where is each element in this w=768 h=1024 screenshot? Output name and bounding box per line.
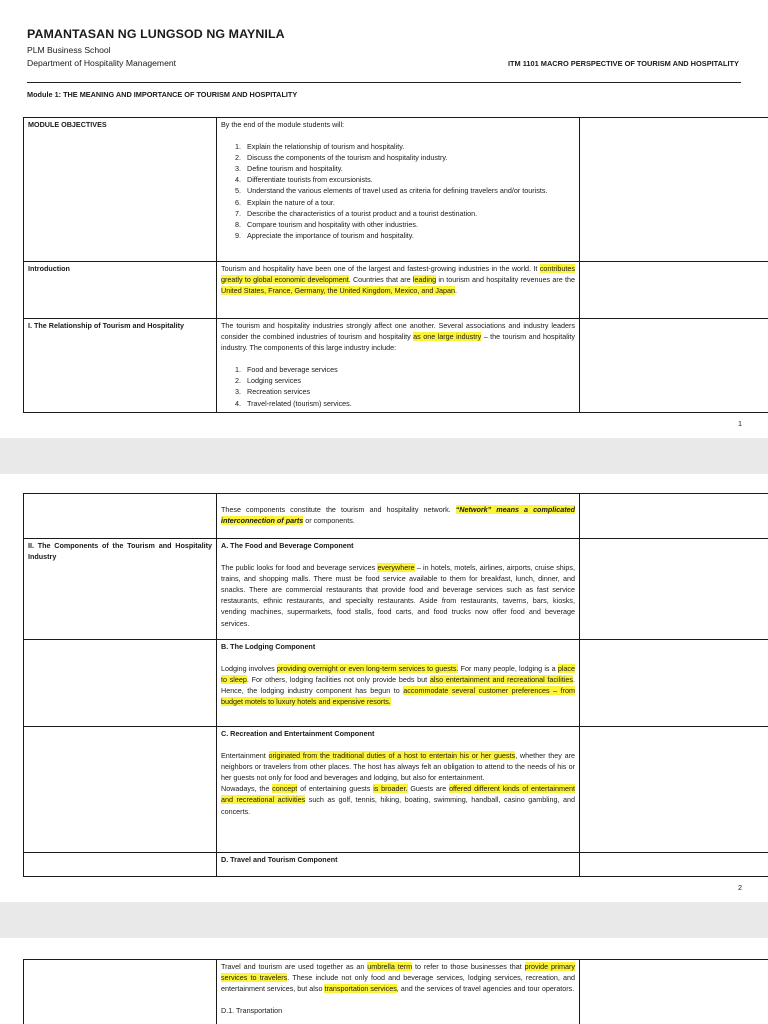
components-list — [221, 364, 575, 408]
empty-label-cell — [24, 853, 217, 877]
table-row — [24, 640, 768, 727]
empty-label-cell — [24, 960, 217, 1024]
components-label: II. The Components of the Tourism and Hospitality Industry — [24, 539, 217, 640]
document-page-2 — [0, 474, 768, 902]
department-name: Department of Hospitality Management — [27, 58, 177, 68]
table-row — [24, 853, 768, 877]
module-title: Module 1: THE MEANING AND IMPORTANCE OF TOURISM AND HOSPITALITY — [27, 90, 298, 99]
list-item: 5. Understand the various elements of travel used as criteria for defining travelers and/or tourists. — [235, 186, 548, 196]
lodging-section: B. The Lodging Component Lodging involves providing overnight or even long-term services to guests. For many people, lodging is a place to sleep. For others, lodging facilities not only provide beds but also entertainment and recreational facilities. Hence, the lodging industry component has begun to accommodate several customer preferences – from budget motels to luxury hotels and expensive resorts. — [217, 640, 580, 727]
empty-label-cell — [24, 727, 217, 853]
table-row — [24, 118, 768, 262]
empty-label-cell — [24, 494, 217, 539]
module-table — [23, 959, 768, 1024]
lodging-title: B. The Lodging Component — [221, 642, 316, 651]
relationship-label: I. The Relationship of Tourism and Hospitality — [24, 319, 217, 413]
travel-title: D. Travel and Tourism Component — [217, 853, 580, 877]
table-row — [24, 960, 768, 1024]
objectives-list — [221, 141, 575, 241]
introduction-text: Tourism and hospitality have been one of the largest and fastest-growing industries in the world. It contributes greatly to global economic development. Countries that are leading in tourism and hospitality revenues are the United States, France, Germany, the United Kingdom, Mexico, and Japan. — [217, 262, 580, 319]
network-text: These components constitute the tourism and hospitality network. “Network” means a complicated interconnection of parts or components. — [217, 494, 580, 539]
food-section: A. The Food and Beverage Component The public looks for food and beverage services everywhere – in hotels, motels, airlines, airports, cruise ships, trains, and shopping malls. There must be food service available to them for breakfast, lunch, dinner, and snacks. There are commercial restaurants that provide food and beverage services such as fast service restaurants, ethnic restaurants, and specialty restaurants. Aside from restaurants, taverns, bars, kiosks, vending machines, supermarkets, food stalls, food carts, and food trucks now offer food and beverage services. — [217, 539, 580, 640]
list-item: 2. Lodging services — [235, 376, 301, 386]
notes-cell — [580, 960, 768, 1024]
list-item: 8. Compare tourism and hospitality with other industries. — [235, 219, 418, 229]
relationship-text: The tourism and hospitality industries strongly affect one another. Several associations and industry leaders consider the combined industries of tourism and hospitality as one large industry – the tourism and hospitality industry. The components of this large industry include: 1. Food and beverage services 2. Lodging services 3. Recreation services 4. Travel-related (tourism) services. — [217, 319, 580, 413]
list-item: 9. Appreciate the importance of tourism and hospitality. — [235, 230, 414, 240]
module-table — [23, 117, 768, 413]
notes-cell — [580, 494, 768, 539]
list-item: 2. Discuss the components of the tourism and hospitality industry. — [235, 153, 448, 163]
list-item: 3. Recreation services — [235, 387, 311, 397]
document-page-3 — [0, 938, 768, 1024]
notes-cell — [580, 539, 768, 640]
notes-cell — [580, 727, 768, 853]
list-item: 4. Differentiate tourists from excursionists. — [235, 175, 373, 185]
list-item: 4. Travel-related (tourism) services. — [235, 398, 352, 408]
page-number: 2 — [738, 883, 742, 892]
notes-cell — [580, 319, 768, 413]
notes-cell — [580, 262, 768, 319]
table-row — [24, 494, 768, 539]
recreation-title: C. Recreation and Entertainment Component — [221, 729, 375, 738]
course-title: ITM 1101 MACRO PERSPECTIVE OF TOURISM AND HOSPITALITY — [507, 59, 739, 68]
page-number: 1 — [738, 419, 742, 428]
list-item: 1. Explain the relationship of tourism and hospitality. — [235, 142, 405, 152]
university-name: PAMANTASAN NG LUNGSOD NG MAYNILA — [27, 27, 285, 41]
school-name: PLM Business School — [27, 45, 111, 55]
list-item: 7. Describe the characteristics of a tourist product and a tourist destination. — [235, 208, 478, 218]
recreation-section: C. Recreation and Entertainment Component Entertainment originated from the traditional duties of a host to entertain his or her guests, whether they are neighbors or travelers from other places. The host has always felt an obligation to attend to the needs of his or her guests not only for food and beverages and lodging, but also for entertainment. Nowadays, the concept of entertaining guests is broader. Guests are offered different kinds of entertainment and recreational activities such as golf, tennis, hiking, boating, swimming, handball, casino gambling, and concerts. — [217, 727, 580, 853]
empty-label-cell — [24, 640, 217, 727]
notes-cell — [580, 640, 768, 727]
objectives-label: MODULE OBJECTIVES — [24, 118, 217, 262]
transport-title: D.1. Transportation — [221, 1006, 283, 1016]
list-item: 6. Explain the nature of a tour. — [235, 197, 335, 207]
objectives-cell — [217, 118, 580, 262]
table-row — [24, 539, 768, 640]
travel-section: Travel and tourism are used together as an umbrella term to refer to those businesses that provide primary services to travelers. These include not only food and beverage services, lodging services, recreation, and entertainment services, but also transportation services, and the services of travel agencies and tour operators. D.1. Transportation — [217, 960, 580, 1024]
table-row — [24, 319, 768, 413]
module-table — [23, 493, 768, 877]
food-title: A. The Food and Beverage Component — [221, 541, 354, 550]
table-row — [24, 727, 768, 853]
objectives-intro: By the end of the module students will: — [221, 120, 345, 129]
introduction-label: Introduction — [24, 262, 217, 319]
document-page-1 — [0, 0, 768, 438]
header-divider — [27, 82, 741, 83]
table-row — [24, 262, 768, 319]
list-item: 1. Food and beverage services — [235, 365, 338, 375]
notes-cell — [580, 853, 768, 877]
notes-cell — [580, 118, 768, 262]
list-item: 3. Define tourism and hospitality. — [235, 164, 343, 174]
